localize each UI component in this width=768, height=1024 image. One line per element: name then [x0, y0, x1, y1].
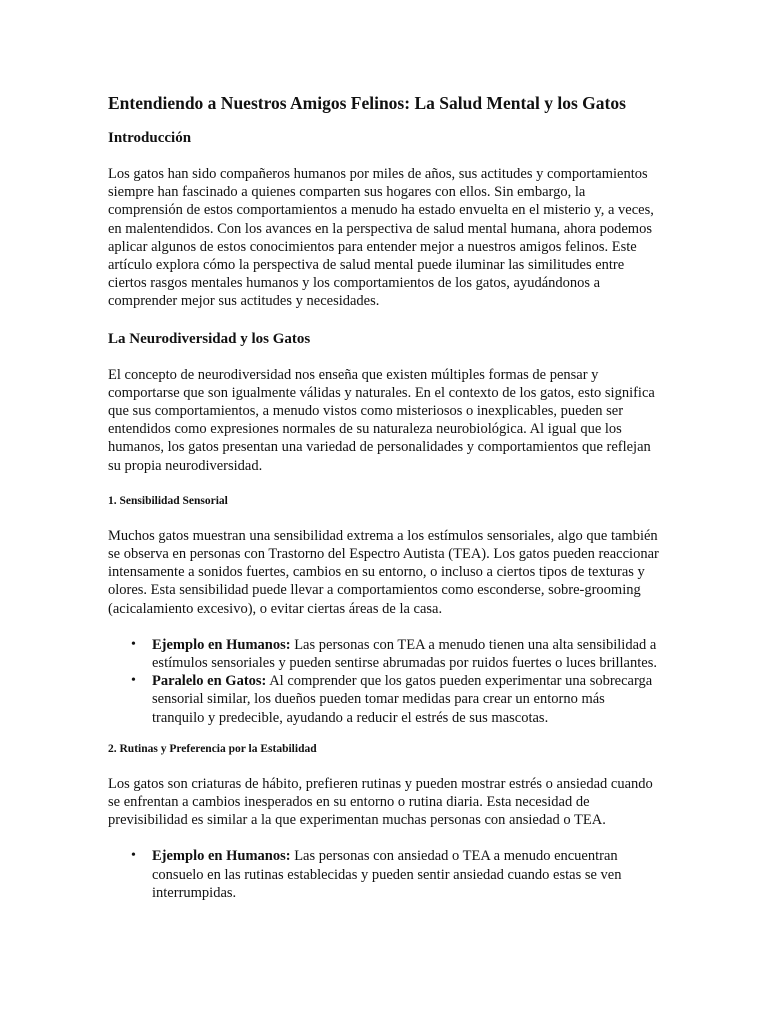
neurodiversity-paragraph: El concepto de neurodiversidad nos enseña que existen múltiples formas de pensar y comportarse que son igualmente válidas y naturales. En el contexto de los gatos, esto significa que sus comportamientos, a menudo vistos como misteriosos o inexplicables, pueden ser entendidos como expresiones normales de su naturaleza neurobiológica. Al igual que los humanos, los gatos presentan una variedad de personalidades y comportamientos que reflejan su propia neurodiversidad.: [108, 366, 655, 474]
list-item-label: Ejemplo en Humanos:: [152, 636, 291, 653]
routines-paragraph: Los gatos son criaturas de hábito, prefieren rutinas y pueden mostrar estrés o ansiedad cuando se enfrentan a cambios inesperados en su entorno o rutina diaria. Esta necesidad de previsibilidad es similar a la que experimentan muchas personas con ansiedad o TEA.: [108, 775, 653, 829]
list-item: [131, 636, 660, 672]
sensory-list: [108, 636, 660, 727]
sensory-heading: 1. Sensibilidad Sensorial: [108, 494, 228, 507]
list-item-label: Ejemplo en Humanos:: [152, 848, 291, 865]
sensory-paragraph: Muchos gatos muestran una sensibilidad extrema a los estímulos sensoriales, algo que también se observa en personas con Trastorno del Espectro Autista (TEA). Los gatos pueden reaccionar intensamente a sonidos fuertes, cambios en su entorno, o incluso a ciertos tipos de texturas y olores. Esta sensibilidad puede llevar a comportamientos como esconderse, sobre-grooming (acicalamiento excesivo), o evitar ciertas áreas de la casa.: [108, 527, 659, 617]
intro-paragraph: Los gatos han sido compañeros humanos por miles de años, sus actitudes y comportamientos siempre han fascinado a quienes comparten sus hogares con ellos. Sin embargo, la comprensión de estos comportamientos a menudo ha estado envuelta en el misterio y, a veces, en malentendidos. Con los avances en la perspectiva de salud mental humana, ahora podemos aplicar algunos de estos conocimientos para entender mejor a nuestros amigos felinos. Este artículo explora cómo la perspectiva de salud mental puede iluminar las similitudes entre ciertos rasgos mentales humanos y los comportamientos de los gatos, ayudándonos a comprender mejor sus actitudes y necesidades.: [108, 166, 654, 310]
routines-list: [108, 847, 660, 902]
list-item-text: Al comprender que los gatos pueden experimentar una sobrecarga sensorial similar, los dueños pueden tomar medidas para crear un entorno más tranquilo y predecible, ayudando a reducir el estrés de sus mascotas.: [152, 673, 653, 726]
list-item-text: Las personas con ansiedad o TEA a menudo encuentran consuelo en las rutinas establecidas y pueden sentir ansiedad cuando estas se ven interrumpidas.: [152, 848, 622, 901]
bullet-icon: •: [131, 636, 136, 652]
intro-heading: Introducción: [108, 130, 192, 146]
neurodiversity-heading: La Neurodiversidad y los Gatos: [108, 330, 311, 347]
list-item-label: Paralelo en Gatos:: [152, 673, 267, 690]
routines-heading: 2. Rutinas y Preferencia por la Estabilidad: [108, 742, 317, 755]
bullet-icon: •: [131, 673, 136, 689]
list-item: [131, 847, 660, 902]
document-title: Entendiendo a Nuestros Amigos Felinos: La Salud Mental y los Gatos: [108, 93, 626, 113]
list-item-text: Las personas con TEA a menudo tienen una alta sensibilidad a estímulos sensoriales y pueden sentirse abrumadas por ruidos fuertes o luces brillantes.: [152, 636, 657, 672]
list-item: [131, 672, 660, 727]
bullet-icon: •: [131, 848, 136, 864]
